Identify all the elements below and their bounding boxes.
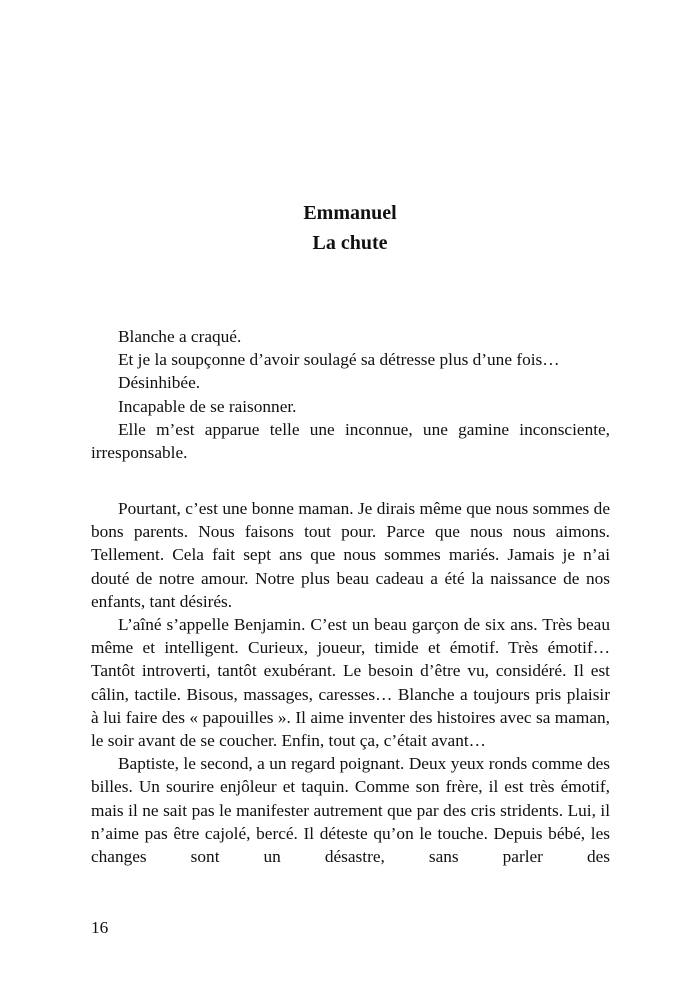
paragraph: Et je la soupçonne d’avoir soulagé sa détresse plus d’une fois…	[118, 350, 560, 370]
chapter-title-name: Emmanuel	[303, 202, 397, 224]
paragraph: Baptiste, le second, a un regard poignant. Deux yeux ronds comme des billes. Un sourire enjôleur et taquin. Comme son frère, il est très émotif, mais il ne sait pas le manifester autrement que par des cris stridents. Lui, il n’aime pas être cajolé, bercé. Il déteste qu’on le touche. Depuis bébé, les changes sont un désastre, sans parler des	[91, 754, 610, 867]
text-block-opening	[91, 325, 610, 464]
chapter-title-subtitle: La chute	[312, 232, 388, 254]
page-number: 16	[91, 918, 109, 937]
paragraph: Désinhibée.	[118, 373, 201, 393]
paragraph: Blanche a craqué.	[118, 327, 242, 346]
text-block-main	[91, 497, 610, 868]
paragraph: Pourtant, c’est une bonne maman. Je dirais même que nous sommes de bons parents. Nous faisons tout pour. Parce que nous nous aimons. Tellement. Cela fait sept ans que nous sommes mariés. Jamais je n’ai douté de notre amour. Notre plus beau cadeau a été la naissance de nos enfants, tant désirés.	[91, 499, 610, 611]
paragraph: Incapable de se raisonner.	[118, 396, 297, 416]
paragraph: L’aîné s’appelle Benjamin. C’est un beau garçon de six ans. Très beau même et intelligent. Curieux, joueur, timide et émotif. Très émotif… Tantôt introverti, tantôt exubérant. Le besoin d’être vu, considéré. Il est câlin, tactile. Bisous, massages, caresses… Blanche a toujours pris plaisir à lui faire des « papouilles ». Il aime inventer des histoires avec sa maman, le soir avant de se coucher. Enfin, tout ça, c’était avant…	[91, 615, 610, 751]
paragraph: Elle m’est apparue telle une inconnue, une gamine inconsciente, irresponsable.	[91, 419, 610, 463]
chapter-heading	[0, 198, 700, 258]
